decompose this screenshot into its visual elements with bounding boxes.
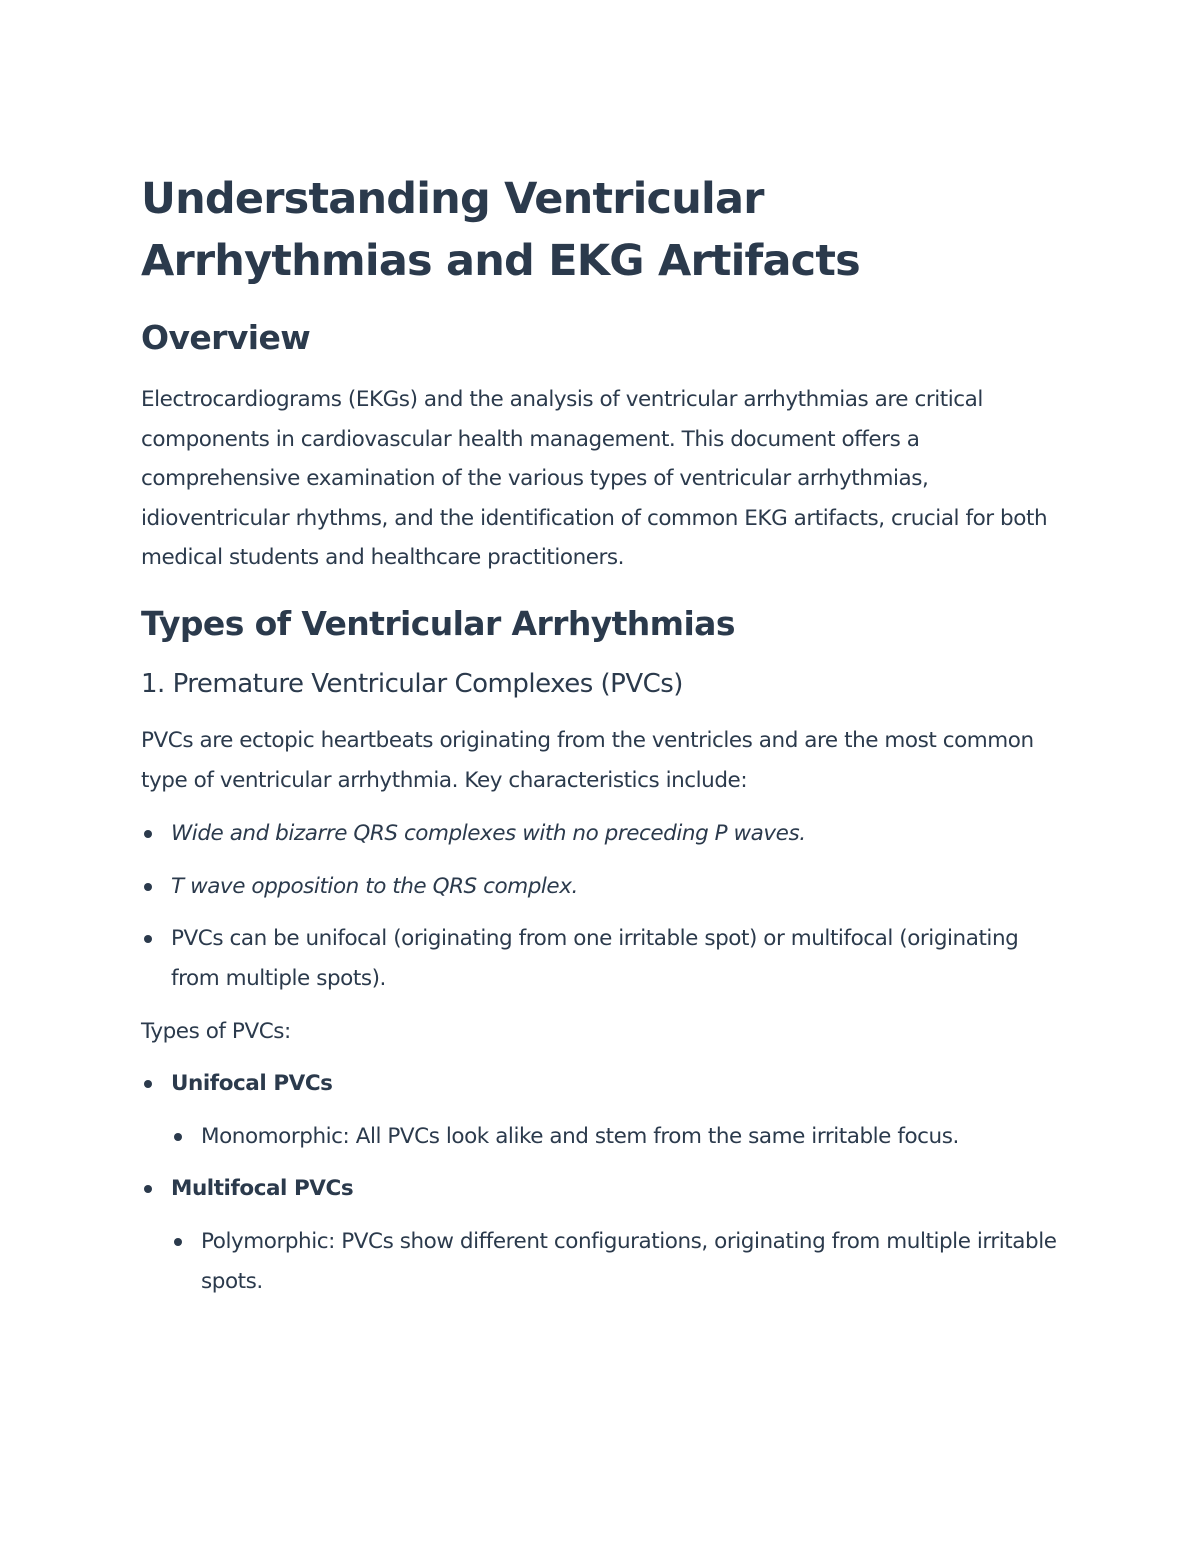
bullet-icon [144,1185,152,1193]
bullet-icon [144,935,152,943]
characteristic-text: T wave opposition to the QRS complex. [171,873,578,899]
pvc-type-detail: Monomorphic: All PVCs look alike and stem from the same irritable focus. [201,1123,959,1149]
pvc-type-name: Multifocal PVCs [171,1176,354,1202]
pvc-paragraph: PVCs are ectopic heartbeats originating from the ventricles and are the most common type of ventricular arrhythmia. Key characteristics include: [141,727,1034,793]
pvc-types-list [141,1064,1061,1301]
pvc-type-detail: Polymorphic: PVCs show different configurations, originating from multiple irritable spots. [201,1228,1057,1294]
list-item [171,1222,1061,1301]
list-item [141,1169,1061,1301]
list-item [141,867,1061,907]
characteristics-list [141,814,1061,998]
document-page [141,168,1061,1314]
overview-paragraph: Electrocardiograms (EKGs) and the analysis of ventricular arrhythmias are critical components in cardiovascular health management. This document offers a comprehensive examination of the various types of ventricular arrhythmias, idioventricular rhythms, and the identification of common EKG artifacts, crucial for both medical students and healthcare practitioners. [141,387,1048,571]
bullet-icon [144,1080,152,1088]
list-item [141,814,1061,854]
bullet-icon [144,830,152,838]
bullet-icon [174,1238,182,1246]
document-title: Understanding Ventricular Arrhythmias and EKG Artifacts [141,174,860,286]
types-heading: Types of Ventricular Arrhythmias [141,603,735,643]
types-of-pvcs-label: Types of PVCs: [141,1018,291,1044]
overview-heading: Overview [141,318,311,357]
bullet-icon [144,883,152,891]
bullet-icon [174,1133,182,1141]
list-item [141,1064,1061,1156]
nested-list [171,1222,1061,1301]
list-item [171,1117,1061,1157]
list-item [141,919,1061,998]
pvc-heading: 1. Premature Ventricular Complexes (PVCs) [141,668,683,699]
characteristic-text: Wide and bizarre QRS complexes with no preceding P waves. [171,821,806,847]
nested-list [171,1117,1061,1157]
characteristic-text: PVCs can be unifocal (originating from one irritable spot) or multifocal (originating from multiple spots). [171,926,1019,991]
pvc-type-name: Unifocal PVCs [171,1071,333,1097]
